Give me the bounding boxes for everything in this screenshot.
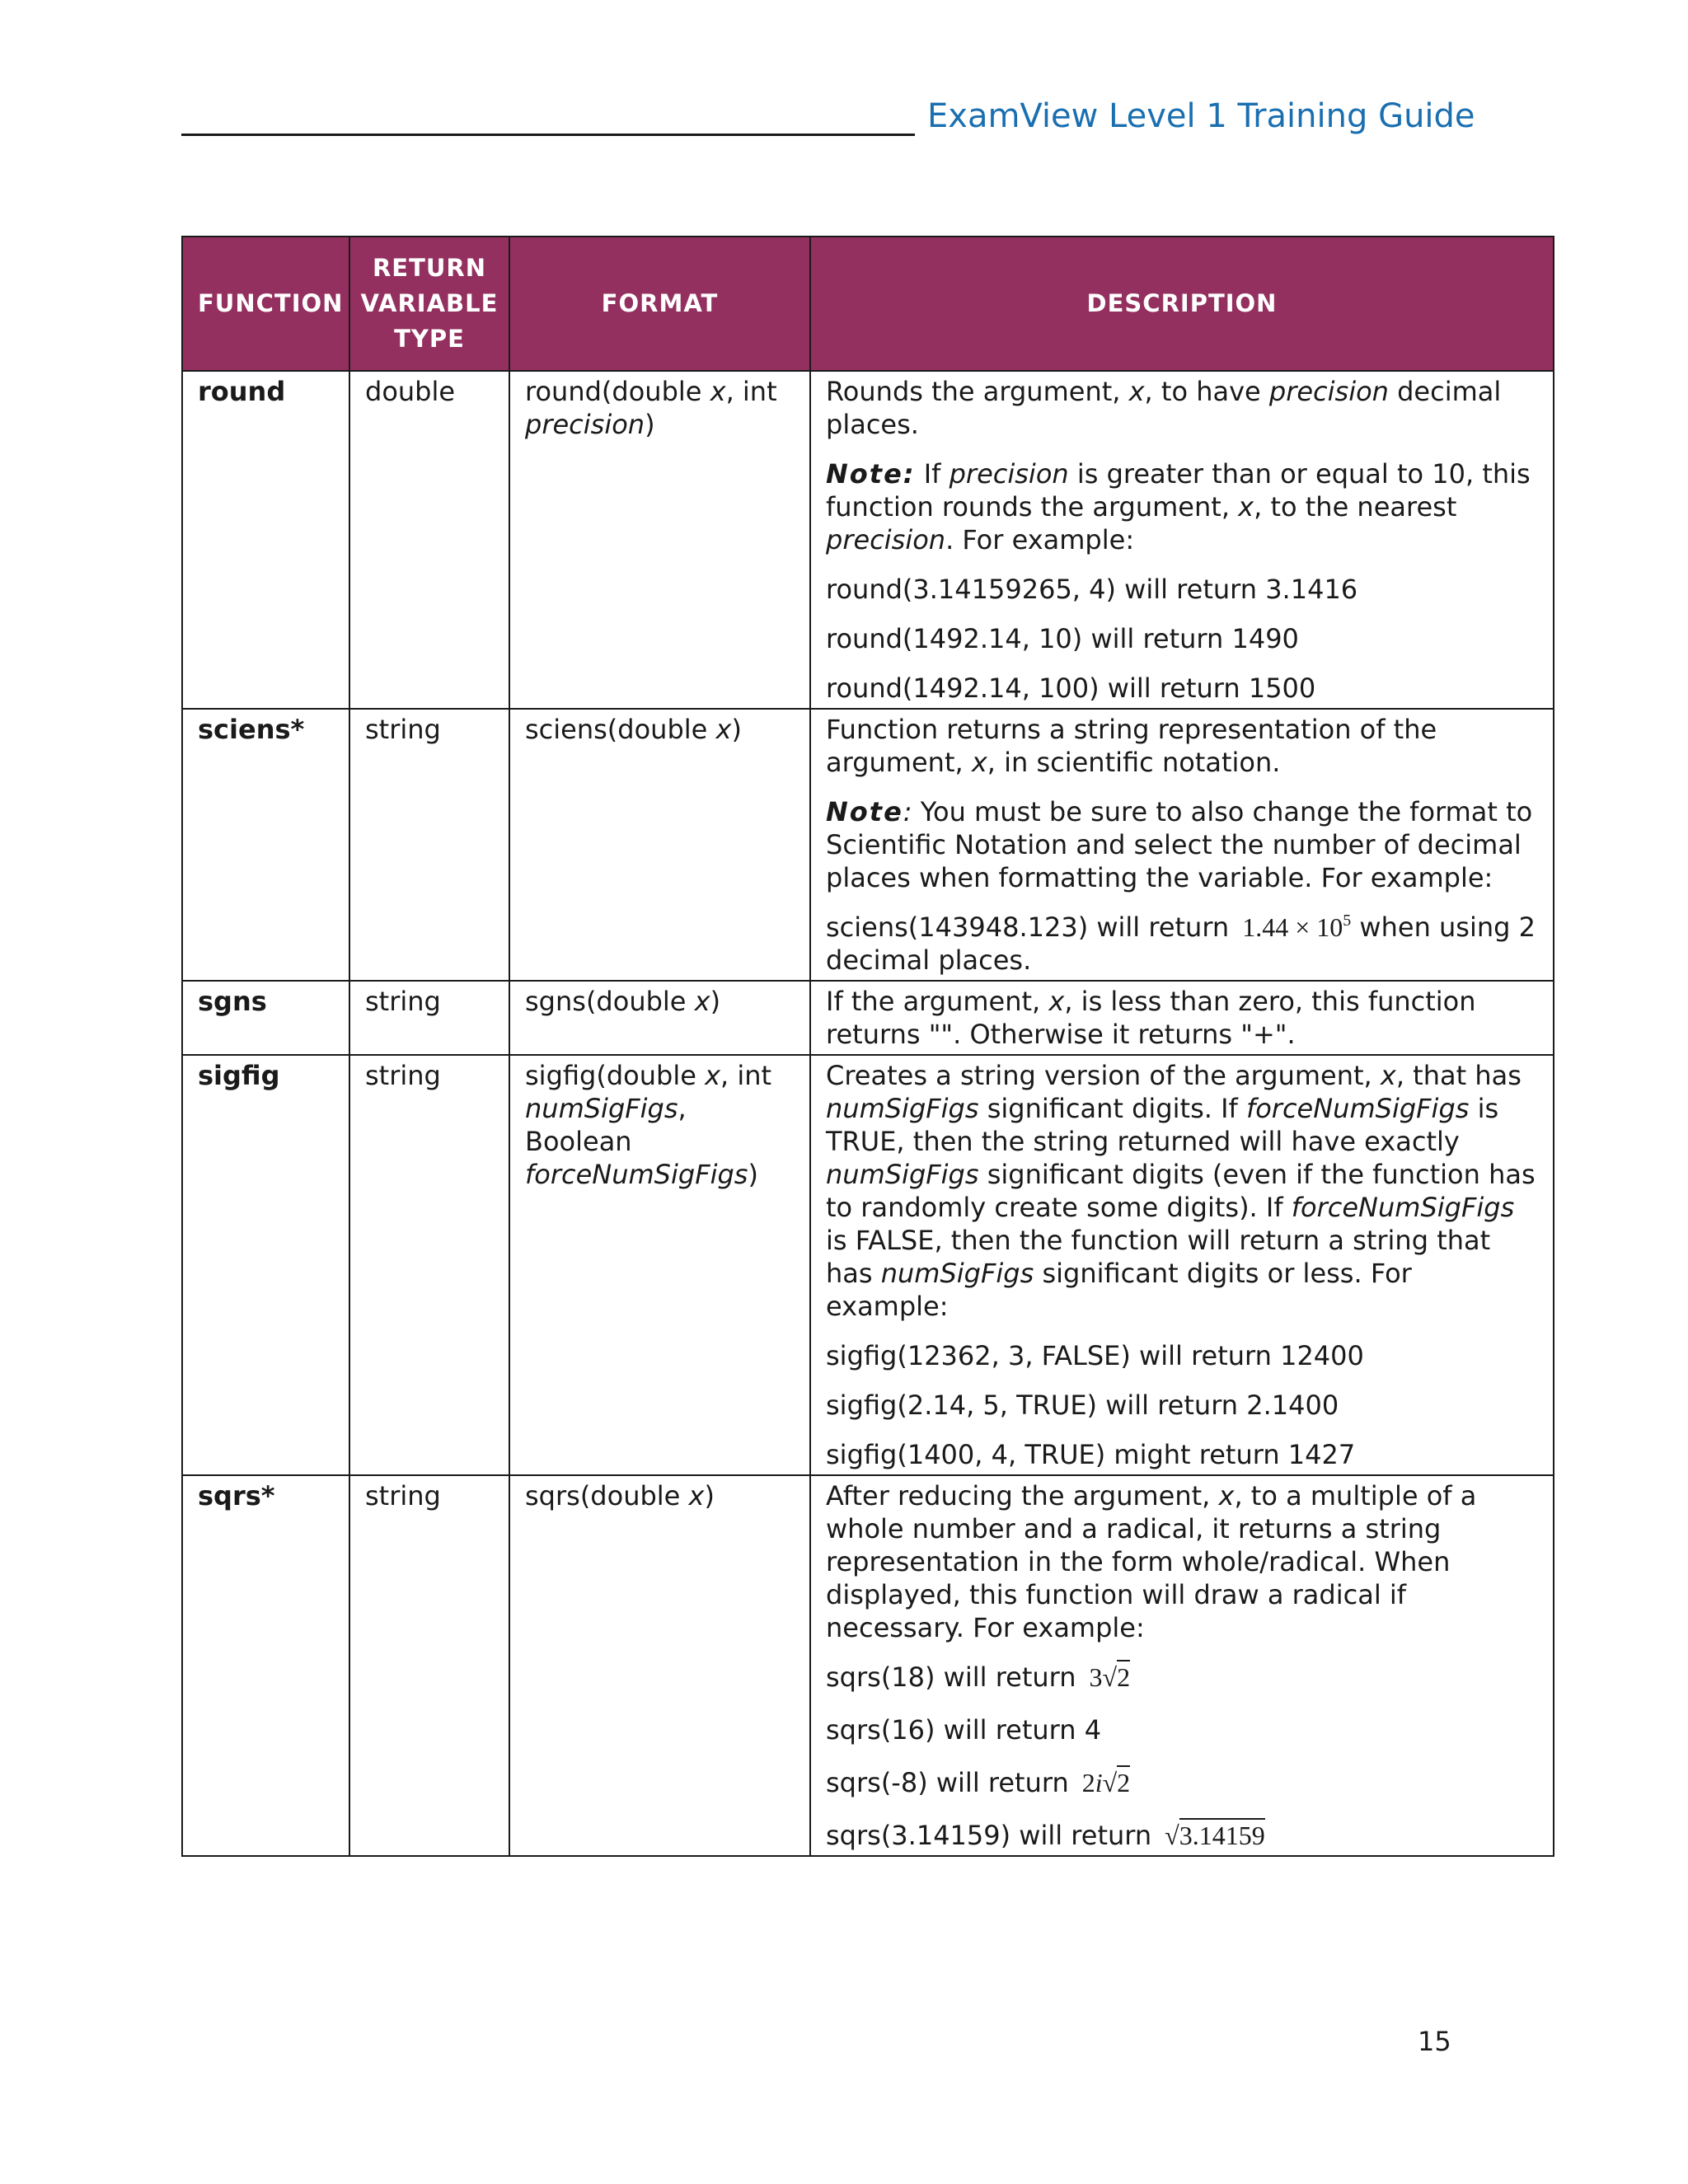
description-text: Creates a string version of the argument, [826,1060,1381,1091]
description-text: . For example: [945,524,1135,555]
table-row [182,1475,1554,1856]
description-text: is FALSE, then the function will return a string that has [826,1225,1491,1289]
description-text: is greater than or equal to 10, this function rounds the argument, [826,458,1531,523]
description-text: If the argument, [826,986,1049,1017]
radical-math [1082,1768,1130,1797]
format-param: numSigFigs [525,1093,678,1124]
description-param: x [1218,1480,1235,1511]
table-row [182,1055,1554,1475]
format-cell [509,371,810,709]
example-line: sigfig(2.14, 5, TRUE) will return 2.1400 [826,1390,1339,1421]
header-rule [181,134,915,136]
description-paragraph [826,1479,1538,1644]
example-line: round(3.14159265, 4) will return 3.1416 [826,574,1358,605]
header-return-line1: RETURN [372,254,487,282]
return-type: string [349,1055,509,1475]
scientific-notation-math [1242,912,1351,942]
description-param: numSigFigs [826,1159,979,1190]
format-param: x [694,986,710,1017]
description-text: After reducing the argument, [826,1480,1219,1511]
description-param: numSigFigs [826,1093,979,1124]
example-line: round(1492.14, 100) will return 1500 [826,673,1316,704]
return-type: string [349,981,509,1055]
function-name: sigfig [182,1055,349,1475]
description-param: x [1380,1060,1396,1091]
example-line [826,1766,1538,1799]
example-line [826,911,1538,977]
description-param: precision [1268,376,1389,407]
format-text: , int [725,376,777,407]
header-function: FUNCTION [182,237,349,371]
radical-math [1090,1662,1131,1692]
format-text: ) [710,986,721,1017]
description-text: sqrs(18) will return [826,1661,1076,1693]
format-cell [509,709,810,981]
description-text: , that has [1395,1060,1522,1091]
description-param: x [1048,986,1065,1017]
table-row [182,709,1554,981]
format-text: round(double [525,376,710,407]
description-text: , in scientific notation. [987,747,1281,778]
radical-sign-icon: √ [1165,1821,1179,1850]
example-line: sigfig(12362, 3, FALSE) will return 12400 [826,1340,1364,1371]
example-line: sqrs(16) will return 4 [826,1714,1102,1746]
example-line: sigfig(1400, 4, TRUE) might return 1427 [826,1439,1356,1470]
description-text: , is less than zero, this function returns "". Otherwise it returns "+". [826,986,1476,1050]
radical-math [1165,1821,1265,1850]
format-text: sigfig(double [525,1060,706,1091]
description-param: precision [826,524,946,555]
example-line [826,1819,1538,1852]
radical-sign-icon: √ [1102,1662,1118,1692]
description-text: is TRUE, then the string returned will have exactly [826,1093,1499,1157]
format-cell [509,1055,810,1475]
format-text: ) [704,1480,715,1511]
math-coefficient: 3 [1089,1662,1103,1692]
description-text: Function returns a string representation of the argument, [826,714,1437,778]
description-cell [810,709,1554,981]
format-text: sgns(double [525,986,695,1017]
math-exponent: 5 [1343,912,1352,930]
format-param: forceNumSigFigs [525,1159,748,1190]
function-name: sgns [182,981,349,1055]
description-text: If [915,458,950,490]
description-param: forceNumSigFigs [1291,1192,1515,1223]
format-param: x [710,376,726,407]
function-name: round [182,371,349,709]
description-cell [810,1055,1554,1475]
description-text: sqrs(-8) will return [826,1767,1069,1798]
function-name: sqrs* [182,1475,349,1856]
description-text: significant digits (even if the function has to randomly create some digits). If [826,1159,1536,1223]
note-label: Note: [826,458,916,490]
format-param: precision [525,409,645,440]
description-text: Rounds the argument, [826,376,1129,407]
math-radicand: 3.14159 [1179,1818,1265,1850]
description-cell [810,981,1554,1055]
description-text: sciens(143948.123) will return [826,912,1230,943]
table-row [182,981,1554,1055]
description-param: x [1238,491,1254,523]
math-radicand: 2 [1117,1765,1130,1797]
description-text: significant digits. If [978,1093,1246,1124]
description-param: x [971,747,987,778]
note-paragraph [826,795,1538,894]
header-return-line2: VARIABLE [360,289,499,317]
description-param: precision [949,458,1069,490]
return-type: double [349,371,509,709]
description-param: forceNumSigFigs [1245,1093,1470,1124]
description-text: , to the nearest [1254,491,1457,523]
header-return-variable-type [349,237,509,371]
format-cell [509,981,810,1055]
description-text: , to have [1144,376,1269,407]
math-imaginary-unit: i [1095,1768,1103,1797]
functions-table [181,236,1554,1857]
description-text: sqrs(3.14159) will return [826,1820,1152,1851]
format-cell [509,1475,810,1856]
description-param: numSigFigs [880,1258,1034,1289]
description-cell [810,371,1554,709]
description-param: x [1128,376,1145,407]
function-name: sciens* [182,709,349,981]
format-param: x [705,1060,720,1091]
table-row [182,371,1554,709]
table-header-row [182,237,1554,371]
format-text: ) [731,714,742,745]
description-text: , to a multiple of a whole number and a radical, it returns a string representation in the form whole/radical. When displayed, this function will draw a radical if necessary. For example: [826,1480,1477,1643]
note-colon: : [903,796,912,827]
format-text: , Boolean [525,1093,687,1157]
math-coefficient: 2 [1081,1768,1095,1797]
math-base: 1.44 × 10 [1242,912,1343,942]
header-title: ExamView Level 1 Training Guide [927,97,1475,135]
return-type: string [349,1475,509,1856]
description-paragraph [826,1059,1538,1323]
description-paragraph [826,713,1538,779]
header-description: DESCRIPTION [810,237,1554,371]
header-return-line3: TYPE [394,325,465,353]
math-radicand: 2 [1117,1660,1130,1692]
note-label: Note [826,796,903,827]
description-cell [810,1475,1554,1856]
header-format: FORMAT [509,237,810,371]
format-text: ) [748,1159,758,1190]
format-param: x [688,1480,705,1511]
note-paragraph [826,457,1538,556]
example-line: round(1492.14, 10) will return 1490 [826,623,1299,654]
description-text: decimal places. [826,376,1502,440]
radical-sign-icon: √ [1102,1768,1118,1797]
description-text: significant digits or less. For example: [826,1258,1412,1322]
example-line [826,1661,1538,1694]
format-text: sqrs(double [525,1480,689,1511]
description-text: when using 2 decimal places. [826,912,1536,976]
page-number: 15 [1418,2026,1451,2057]
return-type: string [349,709,509,981]
format-text: , int [720,1060,772,1091]
format-text: ) [645,409,655,440]
format-param: x [715,714,732,745]
format-text: sciens(double [525,714,716,745]
description-text: You must be sure to also change the format to Scientific Notation and select the number of decimal places when formatting the variable. For example: [826,796,1533,893]
description-paragraph [826,375,1538,441]
description-paragraph [826,985,1538,1051]
